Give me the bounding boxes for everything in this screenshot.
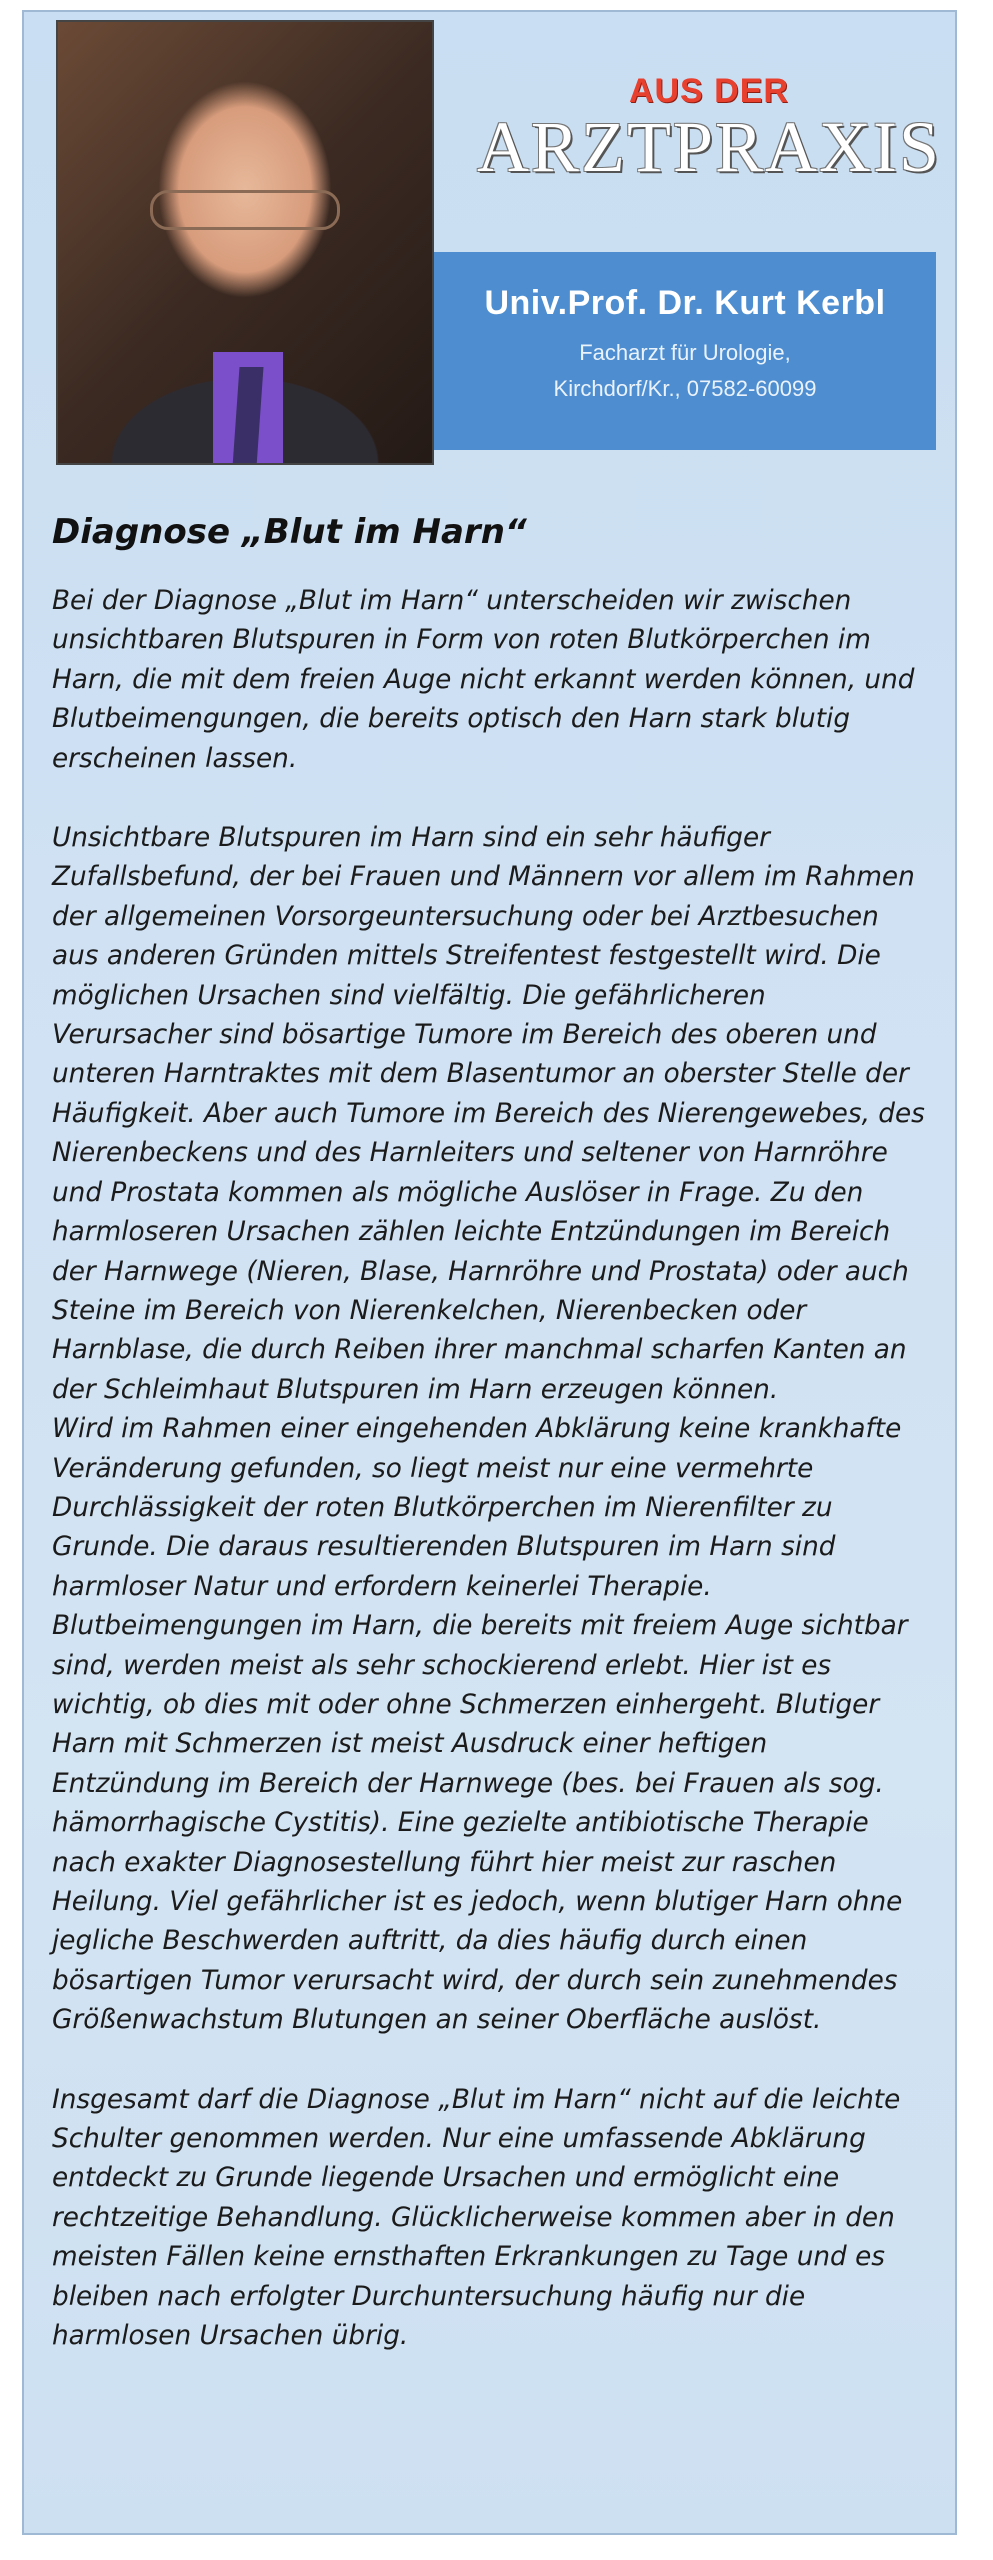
paragraph-no-findings: Wird im Rahmen einer eingehenden Abklärung keine krankhafte Veränderung gefunden, so liegt meist nur eine vermehrte Durchlässigkeit der roten Blutkörperchen im Nierenfilter zu Grunde. Die daraus resultierenden Blutspuren im Harn sind harmloser Natur und erfordern keinerlei Therapie. [52, 1414, 902, 1602]
column-logo [476, 72, 941, 187]
column-logo-main: ARZTPRAXIS [476, 107, 941, 187]
doctor-address: Kirchdorf/Kr., 07582-60099 [553, 376, 817, 401]
doctor-specialty: Facharzt für Urologie, [579, 340, 791, 365]
doctor-name: Univ.Prof. Dr. Kurt Kerbl [484, 284, 886, 322]
doctor-info-box [434, 252, 936, 450]
doctor-portrait-image [56, 20, 434, 465]
paragraph-conclusion: Insgesamt darf die Diagnose „Blut im Harn“ nicht auf die leichte Schulter genommen werden. Nur eine umfassende Abklärung entdeckt zu Grunde liegende Ursachen und ermöglicht eine rechtzeitige Behandlung. Glücklicherweise kommen aber in den meisten Fällen keine ernsthaften Erkrankungen zu Tage und es bleiben nach erfolgter Durchuntersuchung häufig nur die harmlosen Ursachen übrig. [52, 2084, 901, 2352]
paragraph-visible-blood: Blutbeimengungen im Harn, die bereits mit freiem Auge sichtbar sind, werden meist als sehr schockierend erlebt. Hier ist es wichtig, ob dies mit oder ohne Schmerzen einhergeht. Blutiger Harn mit Schmerzen ist meist Ausdruck einer heftigen Entzündung im Bereich der Harnwege (bes. bei Frauen als sog. hämorrhagische Cystitis). Eine gezielte antibiotische Therapie nach exakter Diagnosestellung führt hier meist zur raschen Heilung. Viel gefährlicher ist es jedoch, wenn blutiger Harn ohne jegliche Beschwerden auftritt, da dies häufig durch einen bösartigen Tumor verursacht wird, der durch sein zunehmendes Größenwachstum Blutungen an seiner Oberfläche auslöst. [52, 1611, 908, 2036]
glasses-shape [150, 190, 340, 230]
paragraph-invisible-traces: Unsichtbare Blutspuren im Harn sind ein sehr häufiger Zufallsbefund, der bei Frauen und Männern vor allem im Rahmen der allgemeinen Vorsorgeuntersuchung oder bei Arztbesuchen aus anderen Gründen mittels Streifentest festgestellt wird. Die möglichen Ursachen sind vielfältig. Die gefährlicheren Verursacher sind bösartige Tumore im Bereich des oberen und unteren Harntraktes mit dem Blasentumor an oberster Stelle der Häufigkeit. Aber auch Tumore im Bereich des Nierengewebes, des Nierenbeckens und des Harnleiters und seltener von Harnröhre und Prostata kommen als mögliche Auslöser in Frage. Zu den harmloseren Ursachen zählen leichte Entzündungen im Bereich der Harnwege (Nieren, Blase, Harnröhre und Prostata) oder auch Steine im Bereich von Nierenkelchen, Nierenbecken oder Harnblase, die durch Reiben ihrer manchmal scharfen Kanten an der Schleimhaut Blutspuren im Harn erzeugen können. [52, 823, 925, 1405]
article-panel [22, 10, 957, 2535]
column-logo-top: AUS DER [628, 72, 789, 110]
paragraph-intro: Bei der Diagnose „Blut im Harn“ unterscheiden wir zwischen unsichtbaren Blutspuren in Form von roten Blutkörperchen im Harn, die mit dem freien Auge nicht erkannt werden können, und Blutbeimengungen, die bereits optisch den Harn stark blutig erscheinen lassen. [52, 586, 915, 774]
article-body [52, 582, 932, 2356]
article-title: Diagnose „Blut im Harn“ [52, 512, 527, 552]
